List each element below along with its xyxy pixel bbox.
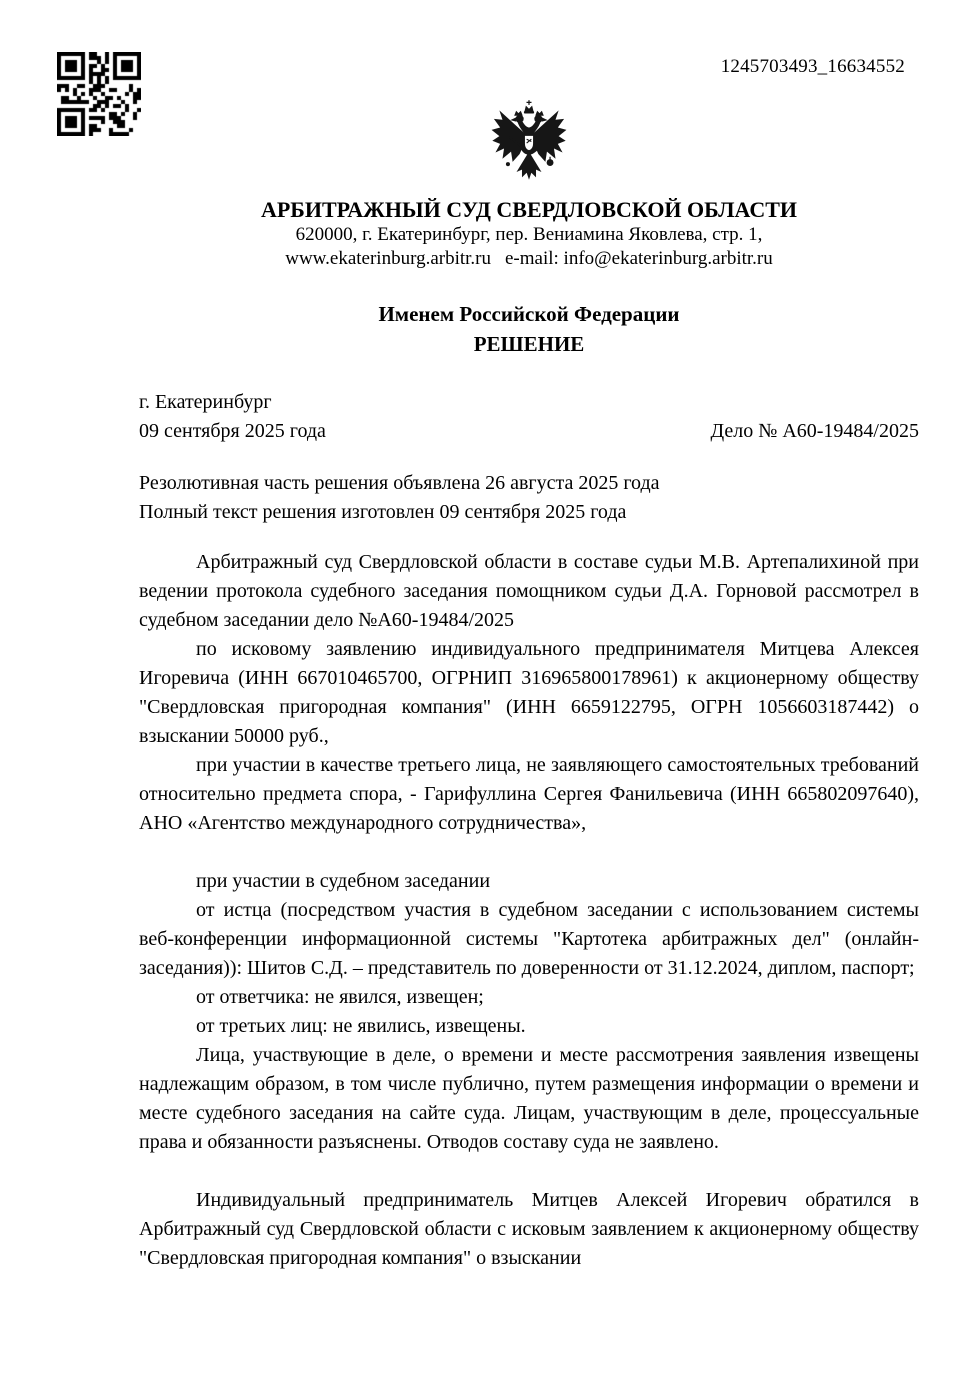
announcement-block [139, 469, 919, 527]
case-number: Дело № А60-19484/2025 [710, 420, 919, 442]
russian-coat-of-arms-icon [490, 100, 568, 194]
court-address: 620000, г. Екатеринбург, пер. Вениамина Яковлева, стр. 1, [295, 224, 763, 245]
paragraph-defendant-absent: от ответчика: не явился, извещен; [196, 986, 484, 1008]
court-website: www.ekaterinburg.arbitr.ru [285, 248, 491, 269]
paragraph-third-party: при участии в качестве третьего лица, не заявляющего самостоятельных требований относительно предмета спора, - Гарифуллина Сергея Фанильевича (ИНН 665802097640), АНО «Агентство международного сотрудничества», [139, 754, 919, 834]
paragraph-notification: Лица, участвующие в деле, о времени и месте рассмотрения заявления извещены надлежащим образом, в том числе публично, путем размещения информации о времени и месте судебного заседания на сайте суда. Лицам, участвующим в деле, процессуальные права и обязанности разъяснены. Отводов составу суда не заявлено. [139, 1044, 919, 1153]
court-contacts [139, 247, 919, 271]
resolutive-announced-line: Резолютивная часть решения объявлена 26 августа 2025 года [139, 472, 660, 494]
document-title-block [139, 299, 919, 359]
paragraph-claim: по исковому заявлению индивидуального предпринимателя Митцева Алексея Игоревича (ИНН 667010465700, ОГРНИП 316965800178961) к акционерному обществу "Свердловская пригородная компания" (ИНН 6659122795, ОГРН 1056603187442) о взыскании 50000 руб., [139, 638, 919, 747]
paragraph-participation-heading: при участии в судебном заседании [196, 870, 491, 892]
decision-heading: РЕШЕНИЕ [473, 332, 585, 356]
case-date-row [139, 417, 919, 446]
court-email: e-mail: info@ekaterinburg.arbitr.ru [505, 248, 773, 269]
full-text-prepared-line: Полный текст решения изготовлен 09 сентября 2025 года [139, 501, 627, 523]
document-id: 1245703493_16634552 [720, 56, 905, 77]
case-meta [139, 388, 919, 446]
content-column [139, 0, 919, 1273]
paragraph-third-parties-absent: от третьих лиц: не явились, извещены. [196, 1015, 526, 1037]
paragraph-claim-filed: Индивидуальный предприниматель Митцев Алексей Игоревич обратился в Арбитражный суд Свердловской области с исковым заявлением к акционерному обществу "Свердловская пригородная компания" о взыскании [139, 1189, 919, 1269]
spacer [139, 838, 919, 867]
qr-code-icon [57, 52, 141, 136]
case-date: 09 сентября 2025 года [139, 420, 326, 442]
court-name: АРБИТРАЖНЫЙ СУД СВЕРДЛОВСКОЙ ОБЛАСТИ [260, 197, 798, 222]
spacer [139, 1157, 919, 1186]
case-city: г. Екатеринбург [139, 391, 272, 413]
paragraph-plaintiff-representative: от истца (посредством участия в судебном заседании с использованием системы веб-конференции информационной системы "Картотека арбитражных дел" (онлайн-заседания)): Шитов С.Д. – представитель по доверенности от 31.12.2024, диплом, паспорт; [139, 899, 919, 979]
in-the-name-line: Именем Российской Федерации [378, 302, 680, 326]
decision-body [139, 548, 919, 1273]
paragraph-court-composition: Арбитражный суд Свердловской области в составе судьи М.В. Артепалихиной при ведении протокола судебного заседания помощником судьи Д.А. Горновой рассмотрел в судебном заседании дело №А60-19484/2025 [139, 551, 919, 631]
